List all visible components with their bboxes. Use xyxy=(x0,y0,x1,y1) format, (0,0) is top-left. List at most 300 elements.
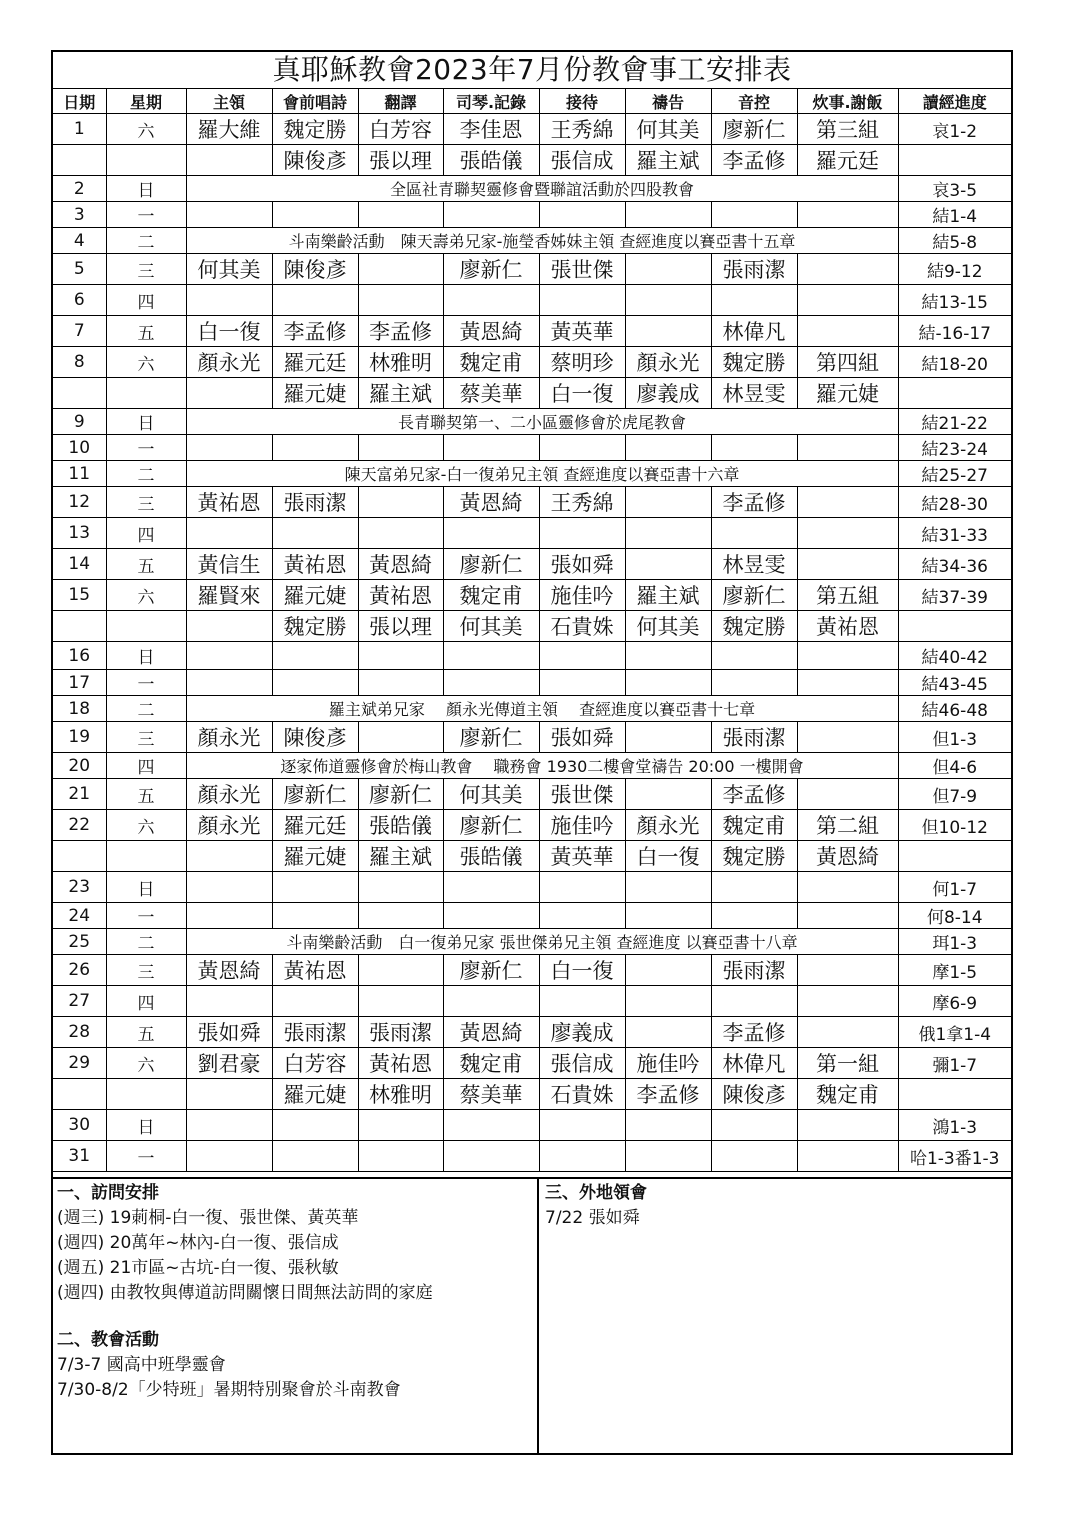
duty-cell: 施佳吟 xyxy=(539,810,625,841)
duty-cell: 廖新仁 xyxy=(443,722,539,753)
duty-cell: 羅主斌 xyxy=(358,378,443,409)
date-cell: 15 xyxy=(53,580,106,611)
duty-cell: 羅賢來 xyxy=(186,580,272,611)
duty-cell xyxy=(539,285,625,316)
duty-cell xyxy=(272,1141,358,1172)
reading-cell: 何1-7 xyxy=(898,872,1011,903)
duty-cell xyxy=(797,872,898,903)
table-row xyxy=(53,1079,1011,1110)
reading-cell: 結37-39 xyxy=(898,580,1011,611)
duty-cell xyxy=(539,435,625,461)
duty-cell: 羅主斌 xyxy=(358,841,443,872)
reading-cell: 結1-4 xyxy=(898,202,1011,228)
duty-cell xyxy=(272,202,358,228)
duty-cell: 廖新仁 xyxy=(272,779,358,810)
duty-cell xyxy=(625,285,711,316)
duty-cell: 林雅明 xyxy=(358,1079,443,1110)
weekday-cell xyxy=(106,145,186,176)
duty-cell: 黃恩綺 xyxy=(186,955,272,986)
reading-cell: 結5-8 xyxy=(898,228,1011,254)
weekday-cell: 六 xyxy=(106,810,186,841)
duty-cell xyxy=(711,1141,797,1172)
duty-cell: 黃信生 xyxy=(186,549,272,580)
weekday-cell: 日 xyxy=(106,642,186,670)
weekday-cell xyxy=(106,1079,186,1110)
duty-cell xyxy=(186,903,272,929)
reading-cell: 結-16-17 xyxy=(898,316,1011,347)
date-cell: 29 xyxy=(53,1048,106,1079)
duty-cell xyxy=(797,1141,898,1172)
duty-cell: 蔡明珍 xyxy=(539,347,625,378)
duty-cell: 魏定甫 xyxy=(711,810,797,841)
duty-cell xyxy=(443,435,539,461)
date-cell: 30 xyxy=(53,1110,106,1141)
duty-cell: 林昱雯 xyxy=(711,549,797,580)
event-cell: 長青聯契第一、二小區靈修會於虎尾教會 xyxy=(186,409,898,435)
weekday-cell: 一 xyxy=(106,903,186,929)
reading-cell: 結25-27 xyxy=(898,461,1011,487)
duty-cell: 陳俊彥 xyxy=(272,254,358,285)
event-cell: 全區社青聯契靈修會暨聯誼活動於四股教會 xyxy=(186,176,898,202)
duty-cell xyxy=(625,670,711,696)
table-row xyxy=(53,378,1011,409)
duty-cell: 黃英華 xyxy=(539,316,625,347)
duty-cell: 李孟修 xyxy=(358,316,443,347)
duty-cell: 陳俊彥 xyxy=(272,145,358,176)
duty-cell: 林偉凡 xyxy=(711,1048,797,1079)
duty-cell: 羅元廷 xyxy=(272,347,358,378)
duty-cell xyxy=(186,611,272,642)
duty-cell: 魏定勝 xyxy=(272,611,358,642)
weekday-cell: 二 xyxy=(106,228,186,254)
page-title: 真耶穌教會2023年7月份教會事工安排表 xyxy=(53,52,1011,89)
reading-cell: 哈1-3番1-3 xyxy=(898,1141,1011,1172)
duty-cell: 張信成 xyxy=(539,1048,625,1079)
duty-cell: 黃恩綺 xyxy=(797,841,898,872)
duty-cell: 張信成 xyxy=(539,145,625,176)
visits-list xyxy=(57,1206,533,1306)
weekday-cell: 日 xyxy=(106,1110,186,1141)
event-cell: 斗南樂齡活動 白一復弟兄家 張世傑弟兄主領 查經進度 以賽亞書十八章 xyxy=(186,929,898,955)
reading-cell: 摩1-5 xyxy=(898,955,1011,986)
duty-cell: 何其美 xyxy=(625,611,711,642)
date-cell: 9 xyxy=(53,409,106,435)
duty-cell: 林昱雯 xyxy=(711,378,797,409)
event-cell: 斗南樂齡活動 陳天壽弟兄家-施瑩香姊妹主領 查經進度以賽亞書十五章 xyxy=(186,228,898,254)
duty-cell: 何其美 xyxy=(186,254,272,285)
column-header: 星期 xyxy=(106,89,186,114)
duty-cell xyxy=(443,872,539,903)
duty-cell: 顏永光 xyxy=(625,347,711,378)
reading-cell: 結28-30 xyxy=(898,487,1011,518)
duty-cell xyxy=(272,1110,358,1141)
duty-cell xyxy=(186,986,272,1017)
duty-cell xyxy=(186,670,272,696)
table-row xyxy=(53,549,1011,580)
reading-cell xyxy=(898,611,1011,642)
weekday-cell xyxy=(106,611,186,642)
duty-cell xyxy=(797,642,898,670)
duty-cell: 白一復 xyxy=(625,841,711,872)
duty-cell: 黃祐恩 xyxy=(272,549,358,580)
reading-cell: 但7-9 xyxy=(898,779,1011,810)
table-row xyxy=(53,316,1011,347)
duty-cell: 陳俊彥 xyxy=(711,1079,797,1110)
reading-cell: 鴻1-3 xyxy=(898,1110,1011,1141)
duty-cell xyxy=(625,518,711,549)
date-cell: 8 xyxy=(53,347,106,378)
date-cell: 2 xyxy=(53,176,106,202)
duty-cell xyxy=(358,722,443,753)
note-line: (週五) 21市區~古坑-白一復、張秋敏 xyxy=(57,1258,339,1278)
duty-cell xyxy=(797,722,898,753)
duty-cell: 李孟修 xyxy=(272,316,358,347)
duty-cell: 第三組 xyxy=(797,114,898,145)
duty-cell xyxy=(443,518,539,549)
column-header: 主領 xyxy=(186,89,272,114)
duty-cell: 李孟修 xyxy=(711,1017,797,1048)
duty-cell: 魏定甫 xyxy=(797,1079,898,1110)
date-cell: 26 xyxy=(53,955,106,986)
column-header: 音控 xyxy=(711,89,797,114)
duty-cell: 顏永光 xyxy=(186,722,272,753)
duty-cell xyxy=(711,642,797,670)
note-line: (週四) 由教牧與傳道訪問關懷日間無法訪問的家庭 xyxy=(57,1283,433,1303)
duty-cell: 顏永光 xyxy=(186,810,272,841)
weekday-cell: 一 xyxy=(106,670,186,696)
duty-cell: 羅主斌 xyxy=(625,580,711,611)
weekday-cell: 一 xyxy=(106,202,186,228)
duty-cell xyxy=(272,986,358,1017)
duty-cell xyxy=(186,378,272,409)
duty-cell xyxy=(272,285,358,316)
notes-left xyxy=(53,1179,539,1455)
duty-cell xyxy=(625,549,711,580)
duty-cell: 李孟修 xyxy=(711,145,797,176)
duty-cell: 魏定勝 xyxy=(272,114,358,145)
duty-cell xyxy=(625,779,711,810)
duty-cell xyxy=(186,642,272,670)
duty-cell xyxy=(186,1110,272,1141)
duty-cell xyxy=(358,642,443,670)
reading-cell: 結23-24 xyxy=(898,435,1011,461)
duty-cell xyxy=(797,202,898,228)
table-row xyxy=(53,642,1011,670)
duty-cell: 張世傑 xyxy=(539,254,625,285)
table-row xyxy=(53,228,1011,254)
duty-cell: 黃英華 xyxy=(539,841,625,872)
duty-cell: 廖義成 xyxy=(625,378,711,409)
duty-cell xyxy=(625,1110,711,1141)
duty-cell xyxy=(797,518,898,549)
duty-cell xyxy=(186,202,272,228)
weekday-cell: 一 xyxy=(106,435,186,461)
duty-cell xyxy=(797,955,898,986)
duty-cell xyxy=(711,202,797,228)
duty-cell xyxy=(443,903,539,929)
duty-cell xyxy=(358,986,443,1017)
table-row xyxy=(53,696,1011,722)
date-cell: 13 xyxy=(53,518,106,549)
duty-cell: 廖義成 xyxy=(539,1017,625,1048)
duty-cell xyxy=(186,435,272,461)
duty-cell: 張如舜 xyxy=(186,1017,272,1048)
duty-cell: 張雨潔 xyxy=(711,955,797,986)
table-row xyxy=(53,779,1011,810)
reading-cell xyxy=(898,378,1011,409)
weekday-cell: 四 xyxy=(106,518,186,549)
weekday-cell: 一 xyxy=(106,1141,186,1172)
duty-cell xyxy=(711,872,797,903)
duty-cell xyxy=(443,202,539,228)
date-cell xyxy=(53,611,106,642)
duty-cell: 張雨潔 xyxy=(711,722,797,753)
duty-cell: 魏定勝 xyxy=(711,841,797,872)
table-row xyxy=(53,810,1011,841)
note-line: 7/22 張如舜 xyxy=(545,1208,640,1228)
column-header: 司琴.記錄 xyxy=(443,89,539,114)
weekday-cell xyxy=(106,378,186,409)
duty-cell: 羅主斌 xyxy=(625,145,711,176)
duty-cell xyxy=(625,642,711,670)
outside-list xyxy=(545,1206,1007,1231)
weekday-cell: 三 xyxy=(106,955,186,986)
duty-cell xyxy=(272,518,358,549)
weekday-cell: 五 xyxy=(106,1017,186,1048)
duty-cell xyxy=(797,670,898,696)
duty-cell: 石貴姝 xyxy=(539,1079,625,1110)
duty-cell: 白一復 xyxy=(539,955,625,986)
table-row xyxy=(53,1048,1011,1079)
duty-cell: 羅元婕 xyxy=(272,580,358,611)
duty-cell: 羅元廷 xyxy=(797,145,898,176)
duty-cell: 何其美 xyxy=(625,114,711,145)
reading-cell: 摩6-9 xyxy=(898,986,1011,1017)
reading-cell: 結13-15 xyxy=(898,285,1011,316)
note-line: 7/3-7 國高中班學靈會 xyxy=(57,1355,226,1375)
table-row xyxy=(53,518,1011,549)
duty-cell xyxy=(186,145,272,176)
date-cell: 1 xyxy=(53,114,106,145)
duty-cell: 廖新仁 xyxy=(443,549,539,580)
duty-cell: 林雅明 xyxy=(358,347,443,378)
event-cell: 逐家佈道靈修會於梅山教會 職務會 1930二樓會堂禱告 20:00 一樓開會 xyxy=(186,753,898,779)
reading-cell: 結46-48 xyxy=(898,696,1011,722)
column-header: 接待 xyxy=(539,89,625,114)
duty-cell: 羅元婕 xyxy=(797,378,898,409)
duty-cell: 黃恩綺 xyxy=(358,549,443,580)
outside-heading: 三、外地領會 xyxy=(545,1183,647,1203)
duty-cell xyxy=(797,779,898,810)
date-cell: 19 xyxy=(53,722,106,753)
duty-cell xyxy=(186,1141,272,1172)
duty-cell xyxy=(358,1110,443,1141)
table-row xyxy=(53,435,1011,461)
schedule-sheet xyxy=(51,50,1013,1455)
duty-cell: 蔡美華 xyxy=(443,1079,539,1110)
duty-cell: 顏永光 xyxy=(186,779,272,810)
duty-cell: 魏定勝 xyxy=(711,611,797,642)
duty-cell xyxy=(539,986,625,1017)
duty-cell: 羅元婕 xyxy=(272,378,358,409)
table-row xyxy=(53,347,1011,378)
table-row xyxy=(53,580,1011,611)
table-row xyxy=(53,1110,1011,1141)
duty-cell: 白一復 xyxy=(186,316,272,347)
duty-cell xyxy=(797,254,898,285)
schedule-body xyxy=(53,114,1011,1172)
duty-cell xyxy=(358,872,443,903)
duty-cell: 張如舜 xyxy=(539,549,625,580)
duty-cell xyxy=(539,642,625,670)
duty-cell: 李孟修 xyxy=(711,487,797,518)
date-cell: 31 xyxy=(53,1141,106,1172)
reading-cell: 但10-12 xyxy=(898,810,1011,841)
duty-cell: 顏永光 xyxy=(186,347,272,378)
reading-cell: 何8-14 xyxy=(898,903,1011,929)
duty-cell xyxy=(443,642,539,670)
weekday-cell: 六 xyxy=(106,580,186,611)
duty-cell: 何其美 xyxy=(443,611,539,642)
duty-cell xyxy=(711,986,797,1017)
reading-cell: 但4-6 xyxy=(898,753,1011,779)
table-row xyxy=(53,145,1011,176)
table-row xyxy=(53,1017,1011,1048)
duty-cell: 張皓儀 xyxy=(443,841,539,872)
duty-cell: 黃祐恩 xyxy=(186,487,272,518)
duty-cell xyxy=(358,903,443,929)
weekday-cell: 三 xyxy=(106,254,186,285)
weekday-cell: 四 xyxy=(106,753,186,779)
duty-cell xyxy=(711,1110,797,1141)
reading-cell: 結43-45 xyxy=(898,670,1011,696)
duty-cell: 黃祐恩 xyxy=(358,580,443,611)
date-cell xyxy=(53,145,106,176)
duty-cell xyxy=(443,285,539,316)
duty-cell: 陳俊彥 xyxy=(272,722,358,753)
date-cell: 5 xyxy=(53,254,106,285)
duty-cell: 第一組 xyxy=(797,1048,898,1079)
duty-cell: 黃恩綺 xyxy=(443,316,539,347)
duty-cell: 顏永光 xyxy=(625,810,711,841)
duty-cell: 廖新仁 xyxy=(711,580,797,611)
weekday-cell: 二 xyxy=(106,929,186,955)
table-row xyxy=(53,872,1011,903)
duty-cell: 羅元婕 xyxy=(272,841,358,872)
duty-cell: 王秀綿 xyxy=(539,487,625,518)
duty-cell xyxy=(272,670,358,696)
table-row xyxy=(53,929,1011,955)
weekday-cell: 四 xyxy=(106,986,186,1017)
duty-cell xyxy=(186,1079,272,1110)
duty-cell xyxy=(797,549,898,580)
table-row xyxy=(53,611,1011,642)
duty-cell xyxy=(625,872,711,903)
duty-cell: 廖新仁 xyxy=(443,254,539,285)
note-line: (週三) 19莿桐-白一復、張世傑、黃英華 xyxy=(57,1208,359,1228)
weekday-cell: 日 xyxy=(106,872,186,903)
event-cell: 羅主斌弟兄家 顏永光傳道主領 查經進度以賽亞書十七章 xyxy=(186,696,898,722)
column-header: 禱告 xyxy=(625,89,711,114)
duty-cell xyxy=(186,285,272,316)
duty-cell xyxy=(272,872,358,903)
duty-cell: 黃恩綺 xyxy=(443,487,539,518)
table-row xyxy=(53,409,1011,435)
reading-cell: 哀1-2 xyxy=(898,114,1011,145)
duty-cell xyxy=(797,316,898,347)
duty-cell: 白芳容 xyxy=(358,114,443,145)
reading-cell: 彌1-7 xyxy=(898,1048,1011,1079)
duty-cell: 廖新仁 xyxy=(443,955,539,986)
duty-cell xyxy=(711,285,797,316)
duty-cell: 李孟修 xyxy=(625,1079,711,1110)
table-row xyxy=(53,670,1011,696)
duty-cell xyxy=(797,986,898,1017)
table-row xyxy=(53,461,1011,487)
duty-cell xyxy=(358,202,443,228)
table-row xyxy=(53,955,1011,986)
duty-cell xyxy=(358,518,443,549)
duty-cell: 白一復 xyxy=(539,378,625,409)
duty-cell xyxy=(539,1110,625,1141)
duty-cell xyxy=(797,1110,898,1141)
table-row xyxy=(53,841,1011,872)
date-cell: 20 xyxy=(53,753,106,779)
notes-section xyxy=(53,1177,1011,1455)
duty-cell: 黃祐恩 xyxy=(272,955,358,986)
duty-cell: 李孟修 xyxy=(711,779,797,810)
duty-cell: 羅元婕 xyxy=(272,1079,358,1110)
weekday-cell: 五 xyxy=(106,779,186,810)
date-cell: 24 xyxy=(53,903,106,929)
duty-cell xyxy=(625,722,711,753)
table-row xyxy=(53,114,1011,145)
duty-cell xyxy=(358,285,443,316)
duty-cell xyxy=(625,487,711,518)
duty-cell xyxy=(358,670,443,696)
activities-heading: 二、教會活動 xyxy=(57,1330,159,1350)
date-cell: 28 xyxy=(53,1017,106,1048)
date-cell: 14 xyxy=(53,549,106,580)
duty-cell xyxy=(358,487,443,518)
date-cell: 16 xyxy=(53,642,106,670)
duty-cell xyxy=(711,670,797,696)
duty-cell xyxy=(272,903,358,929)
duty-cell: 魏定甫 xyxy=(443,1048,539,1079)
duty-cell: 張皓儀 xyxy=(443,145,539,176)
reading-cell: 但1-3 xyxy=(898,722,1011,753)
duty-cell: 李佳恩 xyxy=(443,114,539,145)
duty-cell xyxy=(539,518,625,549)
table-row xyxy=(53,986,1011,1017)
duty-cell xyxy=(358,435,443,461)
duty-cell: 廖新仁 xyxy=(443,810,539,841)
reading-cell: 結9-12 xyxy=(898,254,1011,285)
date-cell: 17 xyxy=(53,670,106,696)
date-cell: 23 xyxy=(53,872,106,903)
table-row xyxy=(53,254,1011,285)
duty-cell xyxy=(443,670,539,696)
duty-cell xyxy=(797,285,898,316)
column-header: 炊事.謝飯 xyxy=(797,89,898,114)
duty-cell: 石貴姝 xyxy=(539,611,625,642)
duty-cell xyxy=(443,1110,539,1141)
date-cell: 11 xyxy=(53,461,106,487)
weekday-cell: 五 xyxy=(106,316,186,347)
reading-cell: 結40-42 xyxy=(898,642,1011,670)
duty-cell xyxy=(711,435,797,461)
duty-cell: 羅大維 xyxy=(186,114,272,145)
